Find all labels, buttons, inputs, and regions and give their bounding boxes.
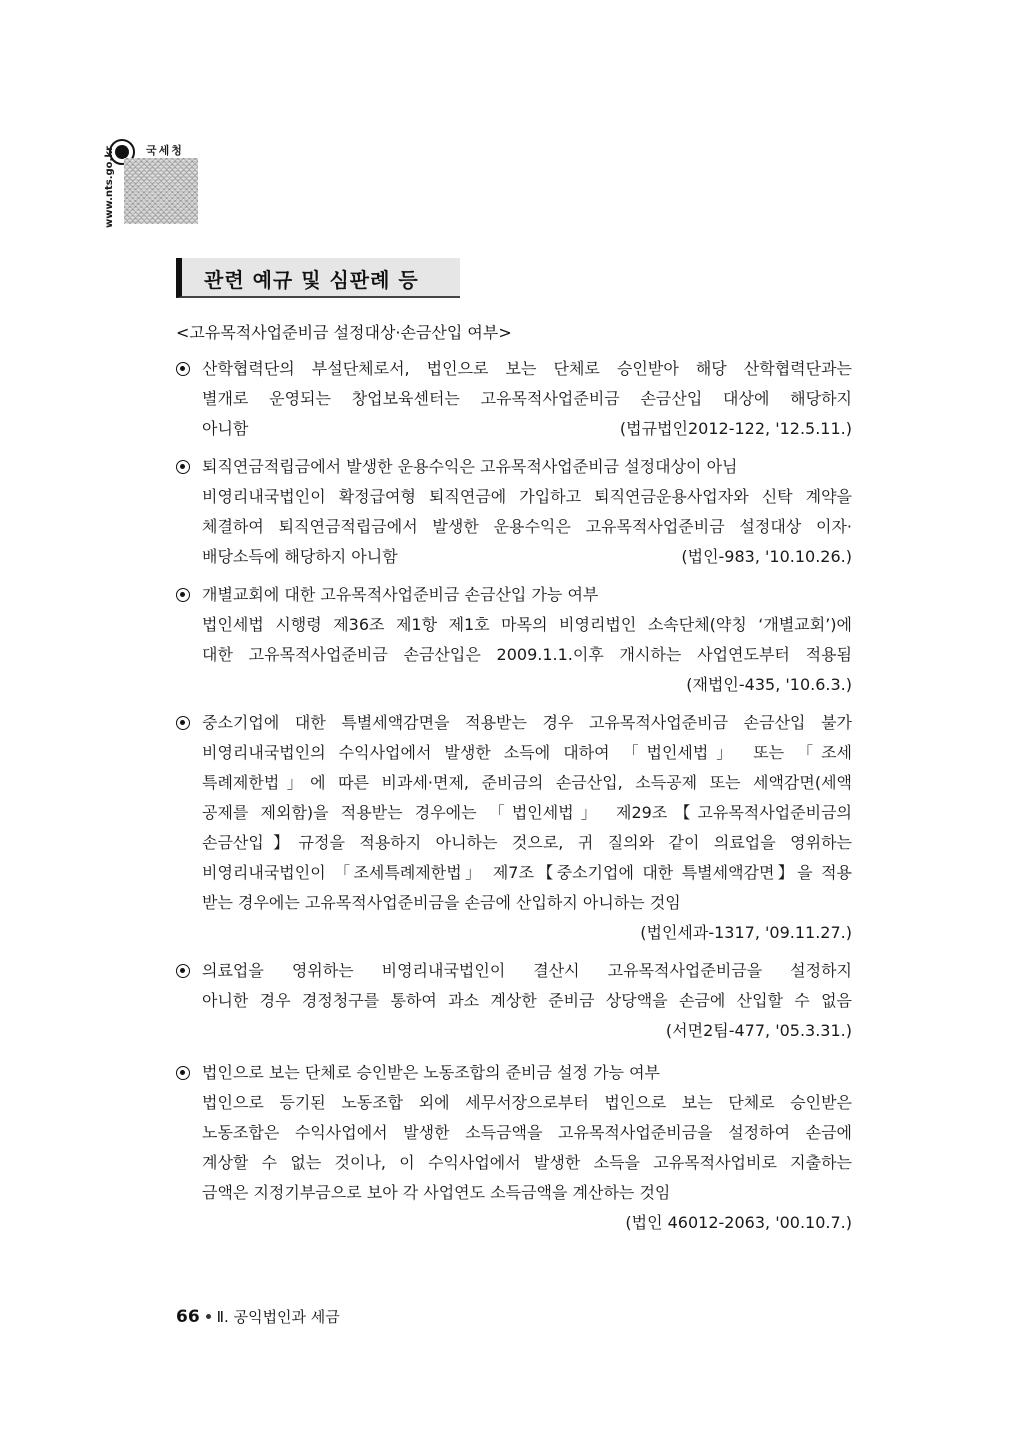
entry-line: 공제를 제외함)을 적용받는 경우에는 「법인세법」 제29조【고유목적사업준비금의 [202,803,852,822]
entry-line: 중소기업에 대한 특별세액감면을 적용받는 경우 고유목적사업준비금 손금산입 불가 [202,713,852,732]
page-footer [176,1306,340,1327]
bullet-dot-icon [206,1314,211,1319]
ruling-entry [176,452,852,572]
bullet-icon [176,1066,190,1080]
section-heading-text: 관련 예규 및 심판례 등 [204,268,419,292]
entry-line: 의료업을 영위하는 비영리내국법인이 결산시 고유목적사업준비금을 설정하지 [202,961,852,980]
entry-line: 산학협력단의 부설단체로서, 법인으로 보는 단체로 승인받아 해당 산학협력단과는 [202,359,852,378]
entry-line: 비영리내국법인이 확정급여형 퇴직연금에 가입하고 퇴직연금운용사업자와 신탁 계약을 [202,487,852,506]
citation: (서면2팀-477, '05.3.31.) [665,1021,852,1040]
section-heading [176,258,460,298]
entry-line: 법인세법 시행령 제36조 제1항 제1호 마목의 비영리법인 소속단체(약칭 ‘개별교회’)에 [202,615,852,634]
ruling-entry [176,354,852,444]
bullet-icon [176,964,190,978]
entry-line: 손금산입】규정을 적용하지 아니하는 것으로, 귀 질의와 같이 의료업을 영위하는 [202,833,852,852]
entry-line: 비영리내국법인이 「조세특례제한법」 제7조【중소기업에 대한 특별세액감면】을 적용 [202,863,852,882]
subtitle: <고유목적사업준비금 설정대상·손금산입 여부> [176,323,512,342]
entry-line: 특례제한법」에 따른 비과세·면제, 준비금의 손금산입, 소득공제 또는 세액감면(세액 [202,773,852,792]
chapter-title: Ⅱ. 공익법인과 세금 [216,1308,340,1326]
decorative-pattern [124,158,198,224]
org-name: 국세청 [146,144,184,157]
entry-line: 법인으로 등기된 노동조합 외에 세무서장으로부터 법인으로 보는 단체로 승인받은 [202,1093,852,1112]
bullet-icon [176,716,190,730]
entry-line: 아니한 경우 경정청구를 통하여 과소 계상한 준비금 상당액을 손금에 산입할 수 없음 [202,991,852,1010]
citation: (법인 46012-2063, '00.10.7.) [625,1213,852,1232]
citation: (법규법인2012-122, '12.5.11.) [619,419,852,438]
entry-line: 배당소득에 해당하지 아니함 [202,547,398,566]
entry-line: 퇴직연금적립금에서 발생한 운용수익은 고유목적사업준비금 설정대상이 아님 [202,457,738,476]
entry-line: 계상할 수 없는 것이나, 이 수익사업에서 발생한 소득을 고유목적사업비로 지출하는 [202,1153,852,1172]
bullet-icon [176,460,190,474]
entry-line: 개별교회에 대한 고유목적사업준비금 손금산입 가능 여부 [202,585,599,604]
entry-line: 노동조합은 수익사업에서 발생한 소득금액을 고유목적사업준비금을 설정하여 손금에 [202,1123,852,1142]
entry-line: 대한 고유목적사업준비금 손금산입은 2009.1.1.이후 개시하는 사업연도부터 적용됨 [202,645,852,664]
entry-line: 아니함 [202,419,249,438]
entry-line: 법인으로 보는 단체로 승인받은 노동조합의 준비금 설정 가능 여부 [202,1063,661,1082]
entry-line: 체결하여 퇴직연금적립금에서 발생한 운용수익은 고유목적사업준비금 설정대상 이자· [202,517,852,536]
ruling-entry [176,1058,852,1238]
entry-line: 금액은 지정기부금으로 보아 각 사업연도 소득금액을 계산하는 것임 [202,1183,671,1202]
citation: (재법인-435, '10.6.3.) [686,675,852,694]
nts-logo [106,134,206,234]
entry-line: 받는 경우에는 고유목적사업준비금을 손금에 산입하지 아니하는 것임 [202,893,681,912]
ruling-entry [176,956,852,1046]
citation: (법인-983, '10.10.26.) [681,547,852,566]
bullet-icon [176,588,190,602]
entry-line: 비영리내국법인의 수익사업에서 발생한 소득에 대하여 「법인세법」 또는 「조세 [202,743,852,762]
citation: (법인세과-1317, '09.11.27.) [640,923,852,942]
ruling-entry [176,708,852,948]
entry-line: 별개로 운영되는 창업보육센터는 고유목적사업준비금 손금산입 대상에 해당하지 [202,389,852,408]
page-number: 66 [176,1307,200,1327]
bullet-icon [176,362,190,376]
ruling-entry [176,580,852,700]
site-url: www.nts.go.kr [104,146,115,228]
